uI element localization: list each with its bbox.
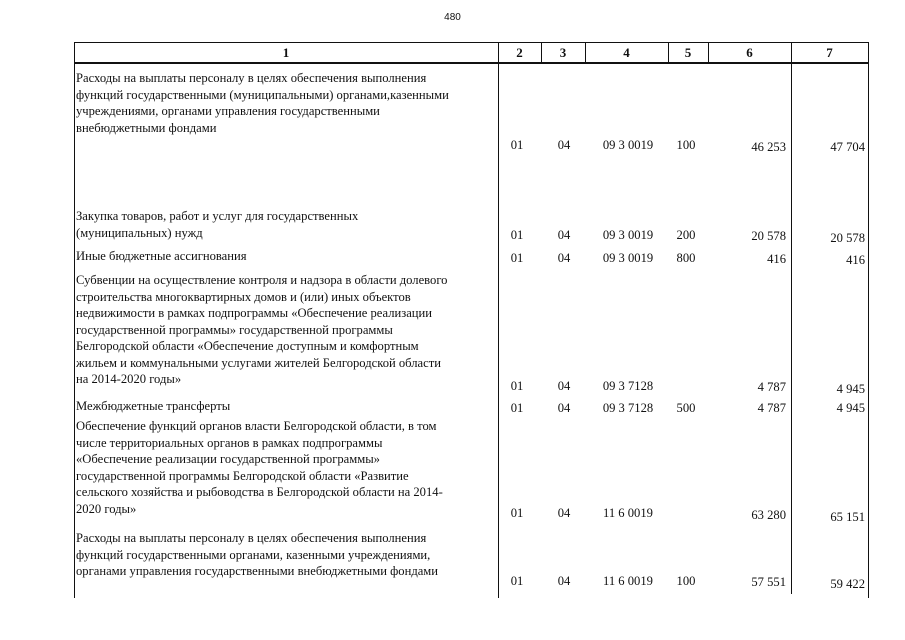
row-section: 01 <box>510 138 524 152</box>
row-amount-col6: 63 280 <box>751 508 786 522</box>
row-amount-col7: 4 945 <box>836 401 865 415</box>
row-section: 01 <box>510 574 524 588</box>
header-col-2: 2 <box>516 45 523 60</box>
header-col-7: 7 <box>826 45 833 60</box>
header-bottom-border <box>74 62 869 64</box>
row-target-article: 11 6 0019 <box>603 506 653 520</box>
row-target-article: 09 3 0019 <box>602 251 654 265</box>
table-right-border <box>868 42 869 598</box>
row-section: 01 <box>510 379 524 393</box>
row-subsection: 04 <box>557 379 571 393</box>
row-section: 01 <box>510 228 524 242</box>
row-target-article: 11 6 0019 <box>603 574 653 588</box>
row-expense-type: 100 <box>676 138 696 152</box>
page-number: 480 <box>444 12 461 23</box>
row-amount-col7: 47 704 <box>830 140 865 154</box>
row-target-article: 09 3 7128 <box>602 401 654 415</box>
row-section: 01 <box>510 401 524 415</box>
row-amount-col7: 20 578 <box>830 231 865 245</box>
row-subsection: 04 <box>557 251 571 265</box>
row-description: Закупка товаров, работ и услуг для государственных (муниципальных) нужд <box>76 209 359 240</box>
row-description: Иные бюджетные ассигнования <box>76 249 247 263</box>
header-col-6: 6 <box>746 45 753 60</box>
table-top-border <box>74 42 869 43</box>
row-section: 01 <box>510 506 524 520</box>
row-subsection: 04 <box>557 506 571 520</box>
row-amount-col6: 4 787 <box>757 380 786 394</box>
row-subsection: 04 <box>557 401 571 415</box>
row-amount-col7: 4 945 <box>836 382 865 396</box>
row-amount-col6: 4 787 <box>757 401 786 415</box>
row-amount-col7: 416 <box>846 253 865 267</box>
row-expense-type: 100 <box>676 574 696 588</box>
header-col-4: 4 <box>623 45 630 60</box>
row-target-article: 09 3 0019 <box>602 228 654 242</box>
row-amount-col6: 46 253 <box>751 140 786 154</box>
row-target-article: 09 3 7128 <box>602 379 654 393</box>
row-expense-type: 800 <box>676 251 696 265</box>
row-description: Субвенции на осуществление контроля и надзора в области долевого строительства многоквартирных домов и (или) иных объектов недвижимости в рамках подпрограммы «Обеспечение реализации государственной программы» государственной программы Белгородской области «Обеспечение доступным и комфортным жильем и коммунальными услугами жителей Белгородской области на 2014-2020 годы» <box>76 273 448 386</box>
row-subsection: 04 <box>557 228 571 242</box>
col-divider-1 <box>498 42 499 598</box>
row-description: Расходы на выплаты персоналу в целях обеспечения выполнения функций государственными (муниципальными) органами,казенными учреждениями, органами управления государственными внебюджетными фондами <box>76 71 449 135</box>
row-amount-col7: 65 151 <box>830 510 865 524</box>
row-expense-type: 200 <box>676 228 696 242</box>
row-amount-col6: 20 578 <box>751 229 786 243</box>
row-amount-col7: 59 422 <box>830 577 865 591</box>
header-col-1: 1 <box>282 45 290 60</box>
row-subsection: 04 <box>557 574 571 588</box>
row-expense-type: 500 <box>676 401 696 415</box>
table-left-border <box>74 42 75 598</box>
row-description: Обеспечение функций органов власти Белгородской области, в том числе территориальных органов в рамках подпрограммы «Обеспечение реализации государственной программы» государственной программы Белгородской области «Развитие сельского хозяйства и рыбоводства в Белгородской области на 2014- 2020 годы» <box>76 419 443 516</box>
row-description: Расходы на выплаты персоналу в целях обеспечения выполнения функций государственными органами, казенными учреждениями, органами управления государственными внебюджетными фондами <box>76 531 439 578</box>
header-col-5: 5 <box>684 45 692 60</box>
row-description: Межбюджетные трансферты <box>76 399 231 413</box>
row-target-article: 09 3 0019 <box>602 138 654 152</box>
row-section: 01 <box>510 251 524 265</box>
row-amount-col6: 57 551 <box>751 575 786 589</box>
row-amount-col6: 416 <box>767 252 786 266</box>
header-col-3: 3 <box>559 45 567 60</box>
row-subsection: 04 <box>557 138 571 152</box>
